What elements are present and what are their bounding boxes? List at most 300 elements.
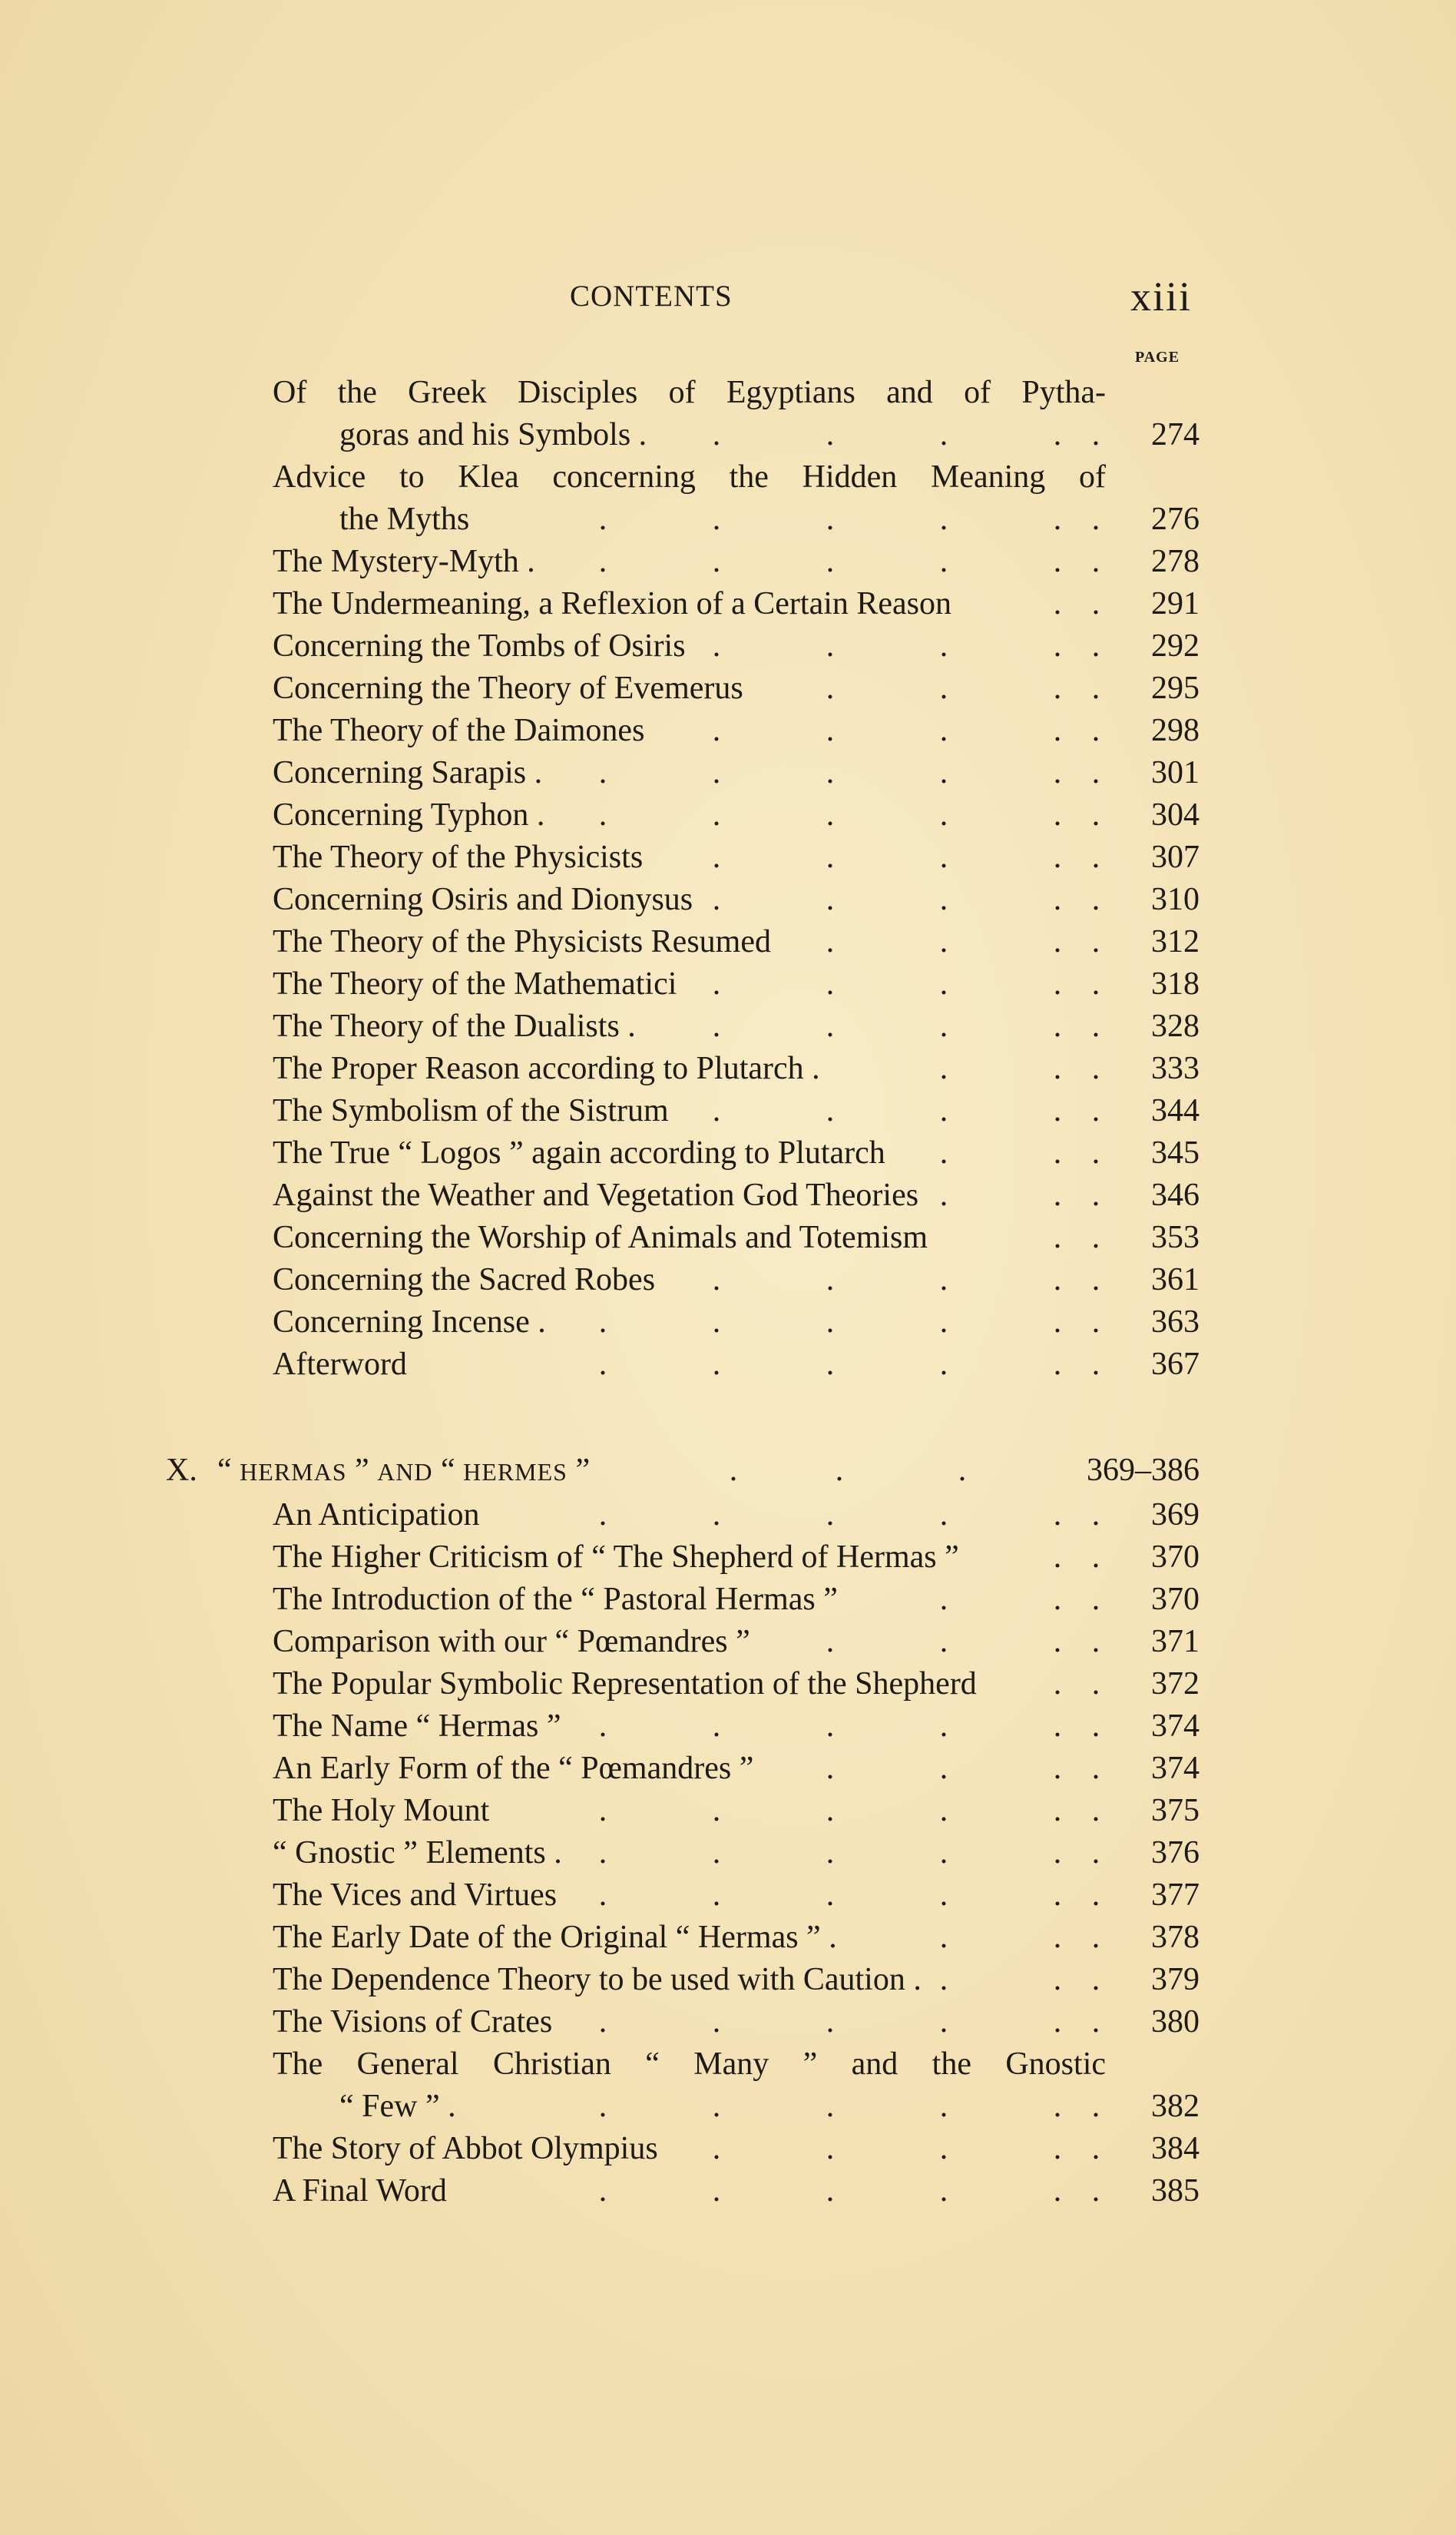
leader-dot: .: [1091, 755, 1100, 790]
toc-page-number: 292: [1151, 628, 1200, 664]
leader-dot: .: [1053, 966, 1062, 1002]
leader-dot: .: [1091, 1220, 1100, 1255]
leader-dot: .: [712, 2131, 721, 2166]
toc-entry-title: The Early Date of the Original “ Hermas ” .: [273, 1920, 837, 1955]
toc-entry-line: [0, 541, 1456, 583]
toc-entry-title: The Undermeaning, a Reflexion of a Certain Reason: [273, 586, 952, 621]
leader-dot: .: [1053, 1582, 1062, 1617]
leader-dot: .: [1091, 1920, 1100, 1955]
leader-dot: .: [712, 1347, 721, 1382]
toc-entry-title: Concerning Incense .: [273, 1304, 546, 1340]
toc-entry-line: [0, 1790, 1456, 1832]
leader-dot: .: [826, 1497, 835, 1533]
leader-dot: .: [826, 544, 835, 579]
leader-dot: .: [939, 1751, 948, 1786]
leader-dot: .: [1053, 882, 1062, 917]
leader-dot: .: [1053, 1708, 1062, 1744]
leader-dot: .: [826, 1624, 835, 1659]
leader-dot: .: [712, 417, 721, 452]
toc-entry-title: The Name “ Hermas ”: [273, 1708, 561, 1744]
running-header: CONTENTS: [570, 280, 733, 313]
leader-dot: .: [1053, 2004, 1062, 2040]
leader-dot: .: [939, 755, 948, 790]
leader-dot: .: [939, 1051, 948, 1086]
leader-dot: .: [958, 1453, 967, 1488]
leader-dot: .: [939, 1347, 948, 1382]
leader-dot: .: [939, 1793, 948, 1828]
toc-page-number: 312: [1151, 924, 1200, 959]
toc-entry-line: [0, 1048, 1456, 1090]
toc-page-number: 278: [1151, 544, 1200, 579]
toc-page-number: 377: [1151, 1877, 1200, 1913]
leader-dot: .: [826, 502, 835, 537]
leader-dot: .: [1091, 1962, 1100, 1997]
leader-dot: .: [939, 1582, 948, 1617]
leader-dot: .: [598, 755, 607, 790]
leader-dot: .: [1053, 1877, 1062, 1913]
toc-entry-title: Concerning the Theory of Evemerus: [273, 671, 743, 706]
leader-dot: .: [1091, 2173, 1100, 2209]
leader-dot: .: [939, 966, 948, 1002]
toc-entry-line: [0, 2170, 1456, 2212]
leader-dot: .: [939, 2173, 948, 2209]
toc-page-number: 369: [1151, 1497, 1200, 1533]
leader-dot: .: [729, 1453, 738, 1488]
leader-dot: .: [1091, 1304, 1100, 1340]
leader-dot: .: [826, 1793, 835, 1828]
leader-dot: .: [939, 2004, 948, 2040]
leader-dot: .: [598, 2173, 607, 2209]
leader-dot: .: [598, 544, 607, 579]
leader-dot: .: [712, 2004, 721, 2040]
leader-dot: .: [1091, 1877, 1100, 1913]
toc-page-number: 304: [1151, 797, 1200, 833]
leader-dot: .: [826, 882, 835, 917]
toc-page-number: 372: [1151, 1666, 1200, 1702]
page-column-label: PAGE: [1135, 349, 1180, 366]
leader-dot: .: [1091, 1582, 1100, 1617]
toc-page-number: 380: [1151, 2004, 1200, 2040]
toc-page-number: 361: [1151, 1262, 1200, 1297]
toc-entry-line: [0, 1494, 1456, 1536]
leader-dot: .: [1091, 797, 1100, 833]
leader-dot: .: [1053, 713, 1062, 748]
leader-dot: .: [939, 1877, 948, 1913]
leader-dot: .: [1091, 1497, 1100, 1533]
leader-dot: .: [1091, 1751, 1100, 1786]
leader-dot: .: [1091, 840, 1100, 875]
leader-dot: .: [1091, 1051, 1100, 1086]
toc-entry-title: The Theory of the Physicists: [273, 840, 644, 875]
leader-dot: .: [1053, 1009, 1062, 1044]
toc-entry-line: [0, 1663, 1456, 1705]
toc-entry-title: The Higher Criticism of “ The Shepherd of Hermas ”: [273, 1539, 959, 1575]
toc-entry-line: [0, 372, 1456, 414]
toc-entry-title: Comparison with our “ Pœmandres ”: [273, 1624, 750, 1659]
leader-dot: .: [1091, 544, 1100, 579]
leader-dot: .: [826, 1304, 835, 1340]
section-heading: [0, 1450, 1456, 1492]
toc-page-number: 274: [1151, 417, 1200, 452]
leader-dot: .: [712, 628, 721, 664]
leader-dot: .: [712, 840, 721, 875]
leader-dot: .: [939, 1009, 948, 1044]
toc-page-number: 298: [1151, 713, 1200, 748]
toc-entry-line: [0, 1705, 1456, 1748]
leader-dot: .: [1053, 1666, 1062, 1702]
toc-entry-line: [0, 1874, 1456, 1917]
leader-dot: .: [712, 2089, 721, 2124]
leader-dot: .: [826, 2131, 835, 2166]
leader-dot: .: [939, 713, 948, 748]
leader-dot: .: [1053, 1962, 1062, 1997]
leader-dot: .: [939, 924, 948, 959]
leader-dot: .: [598, 1304, 607, 1340]
toc-entry-title: the Myths: [339, 502, 470, 537]
toc-entry-title: Concerning the Sacred Robes: [273, 1262, 656, 1297]
leader-dot: .: [712, 544, 721, 579]
leader-dot: .: [826, 1093, 835, 1128]
leader-dot: .: [939, 1835, 948, 1871]
leader-dot: .: [826, 966, 835, 1002]
leader-dot: .: [598, 1835, 607, 1871]
leader-dot: .: [1053, 924, 1062, 959]
leader-dot: .: [1053, 1093, 1062, 1128]
toc-page-number: 363: [1151, 1304, 1200, 1340]
leader-dot: .: [826, 2173, 835, 2209]
toc-entry-title: The Dependence Theory to be used with Caution .: [273, 1962, 922, 1997]
leader-dot: .: [1053, 1920, 1062, 1955]
leader-dot: .: [939, 1497, 948, 1533]
toc-page-number: 375: [1151, 1793, 1200, 1828]
section-title: [217, 1450, 590, 1493]
toc-page-number: 374: [1151, 1751, 1200, 1786]
toc-entry-title: An Anticipation: [273, 1497, 480, 1533]
toc-page-number: 378: [1151, 1920, 1200, 1955]
leader-dot: .: [1053, 671, 1062, 706]
toc-entry-title: The Holy Mount: [273, 1793, 490, 1828]
toc-entry-title: The Symbolism of the Sistrum: [273, 1093, 669, 1128]
toc-entry-line: [0, 2086, 1456, 2128]
leader-dot: .: [826, 1835, 835, 1871]
leader-dot: .: [712, 1708, 721, 1744]
leader-dot: .: [939, 1304, 948, 1340]
leader-dot: .: [712, 2173, 721, 2209]
toc-page-number: 371: [1151, 1624, 1200, 1659]
leader-dot: .: [598, 2004, 607, 2040]
toc-page-number: 307: [1151, 840, 1200, 875]
leader-dot: .: [1091, 628, 1100, 664]
toc-entry-line: [0, 1621, 1456, 1663]
toc-page-number: 376: [1151, 1835, 1200, 1871]
toc-page-number: 310: [1151, 882, 1200, 917]
leader-dot: .: [826, 2004, 835, 2040]
toc-entry-line: [0, 414, 1456, 456]
leader-dot: .: [826, 1751, 835, 1786]
leader-dot: .: [826, 671, 835, 706]
leader-dot: .: [712, 1093, 721, 1128]
leader-dot: .: [1091, 924, 1100, 959]
section-title-part: HERMAS: [240, 1458, 347, 1486]
toc-entry-title: “ Gnostic ” Elements .: [273, 1835, 562, 1871]
leader-dot: .: [1053, 2089, 1062, 2124]
leader-dot: .: [1091, 1835, 1100, 1871]
leader-dot: .: [1053, 502, 1062, 537]
toc-entry-line: [0, 1175, 1456, 1217]
leader-dot: .: [826, 840, 835, 875]
leader-dot: .: [1091, 502, 1100, 537]
leader-dot: .: [1053, 1051, 1062, 1086]
toc-page-number: 344: [1151, 1093, 1200, 1128]
leader-dot: .: [1053, 797, 1062, 833]
leader-dot: .: [1091, 1666, 1100, 1702]
leader-dot: .: [1091, 1347, 1100, 1382]
leader-dot: .: [939, 882, 948, 917]
leader-dot: .: [826, 2089, 835, 2124]
toc-entry-line: [0, 752, 1456, 794]
leader-dot: .: [1053, 1304, 1062, 1340]
leader-dot: .: [939, 417, 948, 452]
leader-dot: .: [598, 797, 607, 833]
leader-dot: .: [1053, 628, 1062, 664]
leader-dot: .: [939, 1962, 948, 1997]
leader-dot: .: [1053, 755, 1062, 790]
leader-dot: .: [712, 966, 721, 1002]
leader-dot: .: [712, 1877, 721, 1913]
leader-dot: .: [1053, 2173, 1062, 2209]
toc-entry-line: [0, 668, 1456, 710]
toc-entry-title: An Early Form of the “ Pœmandres ”: [273, 1751, 754, 1786]
leader-dot: .: [939, 840, 948, 875]
toc-entry-line: [0, 583, 1456, 625]
leader-dot: .: [826, 797, 835, 833]
leader-dot: .: [1053, 840, 1062, 875]
toc-entry-title: “ Few ” .: [339, 2089, 456, 2124]
leader-dot: .: [826, 1009, 835, 1044]
leader-dot: .: [826, 1262, 835, 1297]
toc-entry-title: The Introduction of the “ Pastoral Hermas ”: [273, 1582, 838, 1617]
toc-entry-line: [0, 1006, 1456, 1048]
leader-dot: .: [1053, 1135, 1062, 1171]
toc-page-number: 333: [1151, 1051, 1200, 1086]
toc-entry-title: Of the Greek Disciples of Egyptians and of Pytha-: [273, 375, 1106, 410]
leader-dot: .: [1091, 1009, 1100, 1044]
section-title-part: “: [432, 1453, 464, 1488]
toc-entry-title: goras and his Symbols .: [339, 417, 647, 452]
toc-entry-line: [0, 2001, 1456, 2043]
toc-entry-title: The General Christian “ Many ” and the Gnostic: [273, 2046, 1106, 2082]
toc-page-number: 328: [1151, 1009, 1200, 1044]
leader-dot: .: [1091, 1262, 1100, 1297]
toc-entry-line: [0, 2043, 1456, 2086]
leader-dot: .: [712, 502, 721, 537]
toc-entry-line: [0, 1344, 1456, 1386]
toc-entry-line: [0, 921, 1456, 963]
leader-dot: .: [1053, 417, 1062, 452]
leader-dot: .: [712, 1793, 721, 1828]
toc-entry-title: Concerning Osiris and Dionysus: [273, 882, 693, 917]
leader-dot: .: [1053, 1751, 1062, 1786]
toc-entry-line: [0, 1917, 1456, 1959]
page-number: xiii: [1130, 273, 1193, 320]
toc-entry-line: [0, 1132, 1456, 1175]
leader-dot: .: [826, 1347, 835, 1382]
leader-dot: .: [1053, 544, 1062, 579]
leader-dot: .: [835, 1453, 844, 1488]
leader-dot: .: [598, 1497, 607, 1533]
toc-entry-title: The True “ Logos ” again according to Plutarch: [273, 1135, 885, 1171]
leader-dot: .: [939, 1920, 948, 1955]
leader-dot: .: [939, 2089, 948, 2124]
toc-page-number: 318: [1151, 966, 1200, 1002]
leader-dot: .: [939, 1624, 948, 1659]
leader-dot: .: [712, 1304, 721, 1340]
toc-entry-line: [0, 837, 1456, 879]
toc-entry-title: The Theory of the Mathematici: [273, 966, 677, 1002]
leader-dot: .: [598, 2089, 607, 2124]
leader-dot: .: [1091, 1135, 1100, 1171]
section-title-part: HERMES: [463, 1458, 568, 1486]
leader-dot: .: [1091, 417, 1100, 452]
toc-entry-title: The Theory of the Physicists Resumed: [273, 924, 771, 959]
toc-entry-line: [0, 1301, 1456, 1344]
leader-dot: .: [826, 1708, 835, 1744]
leader-dot: .: [1053, 1539, 1062, 1575]
toc-entry-title: The Proper Reason according to Plutarch .: [273, 1051, 820, 1086]
toc-entry-line: [0, 625, 1456, 668]
leader-dot: .: [826, 713, 835, 748]
toc-entry-title: Against the Weather and Vegetation God Theories: [273, 1178, 919, 1213]
leader-dot: .: [1053, 1220, 1062, 1255]
toc-page-number: 353: [1151, 1220, 1200, 1255]
toc-entry-line: [0, 1748, 1456, 1790]
toc-entry-line: [0, 963, 1456, 1006]
toc-entry-title: Concerning Sarapis .: [273, 755, 543, 790]
leader-dot: .: [939, 1178, 948, 1213]
leader-dot: .: [1091, 1708, 1100, 1744]
toc-entry-title: Concerning the Tombs of Osiris: [273, 628, 686, 664]
leader-dot: .: [826, 755, 835, 790]
toc-entry-line: [0, 1579, 1456, 1621]
leader-dot: .: [939, 544, 948, 579]
leader-dot: .: [598, 1877, 607, 1913]
leader-dot: .: [1091, 586, 1100, 621]
leader-dot: .: [1091, 713, 1100, 748]
leader-dot: .: [826, 1877, 835, 1913]
leader-dot: .: [939, 1093, 948, 1128]
leader-dot: .: [598, 502, 607, 537]
toc-entry-title: The Visions of Crates: [273, 2004, 553, 2040]
leader-dot: .: [939, 1262, 948, 1297]
toc-entry-title: Afterword: [273, 1347, 407, 1382]
section-title-part: “: [217, 1453, 240, 1488]
leader-dot: .: [712, 797, 721, 833]
toc-entry-title: The Popular Symbolic Representation of the Shepherd: [273, 1666, 977, 1702]
toc-entry-line: [0, 1536, 1456, 1579]
leader-dot: .: [1053, 1178, 1062, 1213]
leader-dot: .: [598, 1793, 607, 1828]
leader-dot: .: [712, 755, 721, 790]
section-page-range: 369–386: [1087, 1453, 1200, 1488]
leader-dot: .: [1091, 1093, 1100, 1128]
leader-dot: .: [712, 1009, 721, 1044]
toc-entry-line: [0, 456, 1456, 499]
leader-dot: .: [1053, 1793, 1062, 1828]
section-title-part: AND: [377, 1458, 433, 1486]
toc-entry-line: [0, 794, 1456, 837]
toc-page-number: 291: [1151, 586, 1200, 621]
toc-entry-title: The Story of Abbot Olympius: [273, 2131, 658, 2166]
toc-entry-title: A Final Word: [273, 2173, 447, 2209]
toc-entry-line: [0, 1217, 1456, 1259]
toc-entry-title: The Theory of the Dualists .: [273, 1009, 636, 1044]
leader-dot: .: [826, 628, 835, 664]
toc-page-number: 385: [1151, 2173, 1200, 2209]
toc-page-number: 379: [1151, 1962, 1200, 1997]
leader-dot: .: [712, 882, 721, 917]
toc-entry-line: [0, 1959, 1456, 2001]
toc-entry-line: [0, 1259, 1456, 1301]
toc-entry-line: [0, 1832, 1456, 1874]
section-title-part: ”: [567, 1453, 591, 1488]
leader-dot: .: [1053, 1262, 1062, 1297]
leader-dot: .: [939, 1708, 948, 1744]
toc-entry-title: Advice to Klea concerning the Hidden Meaning of: [273, 459, 1106, 495]
leader-dot: .: [1091, 1178, 1100, 1213]
leader-dot: .: [1091, 2131, 1100, 2166]
leader-dot: .: [939, 628, 948, 664]
leader-dot: .: [1091, 2089, 1100, 2124]
leader-dot: .: [598, 1708, 607, 1744]
toc-entry-title: Concerning Typhon .: [273, 797, 545, 833]
toc-page-number: 301: [1151, 755, 1200, 790]
toc-entry-title: The Mystery-Myth .: [273, 544, 535, 579]
leader-dot: .: [1053, 1624, 1062, 1659]
toc-entry-title: The Theory of the Daimones: [273, 713, 645, 748]
toc-entry-line: [0, 710, 1456, 752]
leader-dot: .: [826, 417, 835, 452]
leader-dot: .: [1053, 2131, 1062, 2166]
toc-page-number: 370: [1151, 1539, 1200, 1575]
leader-dot: .: [598, 1347, 607, 1382]
leader-dot: .: [1091, 966, 1100, 1002]
toc-page-number: 382: [1151, 2089, 1200, 2124]
leader-dot: .: [1053, 1497, 1062, 1533]
leader-dot: .: [712, 713, 721, 748]
leader-dot: .: [826, 924, 835, 959]
section-title-part: ”: [346, 1453, 378, 1488]
leader-dot: .: [939, 1135, 948, 1171]
toc-page-number: 345: [1151, 1135, 1200, 1171]
leader-dot: .: [1091, 1624, 1100, 1659]
leader-dot: .: [1053, 586, 1062, 621]
leader-dot: .: [1053, 1835, 1062, 1871]
leader-dot: .: [939, 671, 948, 706]
toc-page-number: 384: [1151, 2131, 1200, 2166]
toc-entry-title: Concerning the Worship of Animals and Totemism: [273, 1220, 928, 1255]
leader-dot: .: [712, 1835, 721, 1871]
leader-dot: .: [1091, 882, 1100, 917]
toc-entry-title: The Vices and Virtues: [273, 1877, 558, 1913]
toc-entry-line: [0, 879, 1456, 921]
toc-page-number: 295: [1151, 671, 1200, 706]
leader-dot: .: [1053, 1347, 1062, 1382]
leader-dot: .: [1091, 1793, 1100, 1828]
leader-dot: .: [939, 797, 948, 833]
toc-entry-line: [0, 1090, 1456, 1132]
toc-page-number: 276: [1151, 502, 1200, 537]
leader-dot: .: [939, 2131, 948, 2166]
